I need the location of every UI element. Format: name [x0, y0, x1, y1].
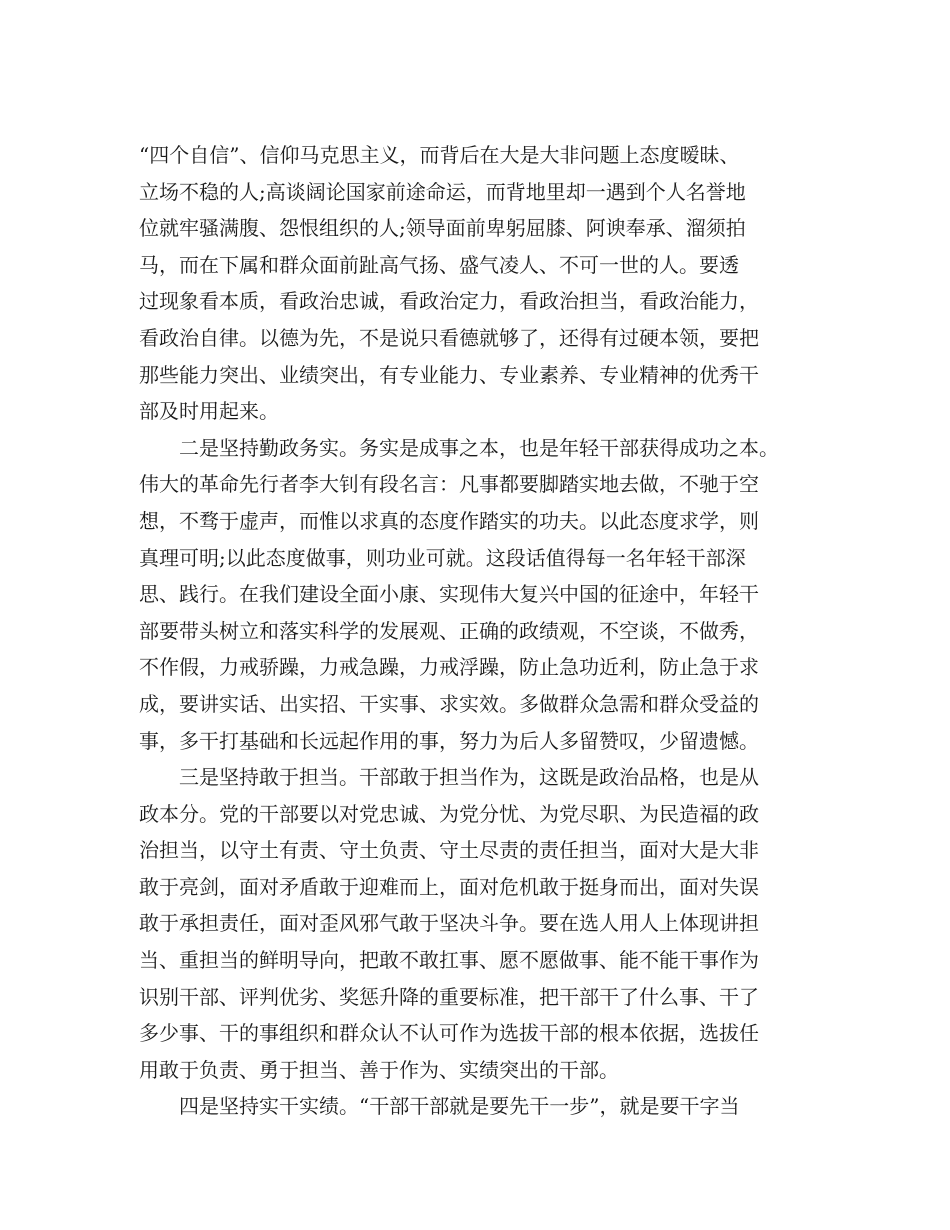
- text-line: 那些能力突出、业绩突出，有专业能力、专业素养、专业精神的优秀干: [139, 362, 759, 387]
- paragraph-3: [139, 759, 819, 1088]
- text-line: 三是坚持敢于担当。干部敢于担当作为，这既是政治品格，也是从: [179, 765, 759, 790]
- document-body: [139, 137, 819, 1125]
- text-line: 多少事、干的事组织和群众认不认可作为选拔干部的根本依据，选拔任: [139, 1021, 759, 1046]
- text-line: 位就牢骚满腹、怨恨组织的人;领导面前卑躬屈膝、阿谀奉承、溜须拍: [139, 216, 746, 241]
- text-line: 敢于承担责任，面对歪风邪气敢于坚决斗争。要在选人用人上体现讲担: [139, 911, 759, 936]
- paragraph-1: [139, 137, 819, 430]
- text-line: 事，多干打基础和长远起作用的事，努力为后人多留赞叹，少留遗憾。: [139, 728, 759, 753]
- text-line: 部及时用起来。: [139, 399, 279, 424]
- text-line: 部要带头树立和落实科学的发展观、正确的政绩观，不空谈，不做秀，: [139, 618, 759, 643]
- text-line: 看政治自律。以德为先，不是说只看德就够了，还得有过硬本领，要把: [139, 325, 759, 350]
- paragraph-4: [139, 1088, 819, 1125]
- text-line: 政本分。党的干部要以对党忠诚、为党分忧、为党尽职、为民造福的政: [139, 801, 759, 826]
- text-line: 识别干部、评判优劣、奖惩升降的重要标准，把干部干了什么事、干了: [139, 984, 759, 1009]
- text-line: 想，不骛于虚声，而惟以求真的态度作踏实的功夫。以此态度求学，则: [139, 508, 759, 533]
- text-line: 四是坚持实干实绩。“干部干部就是要先干一步”，就是要干字当: [179, 1094, 740, 1119]
- text-line: 真理可明;以此态度做事，则功业可就。这段话值得每一名年轻干部深: [139, 545, 746, 570]
- text-line: 不作假，力戒骄躁，力戒急躁，力戒浮躁，防止急功近利，防止急于求: [139, 655, 759, 680]
- text-line: 过现象看本质，看政治忠诚，看政治定力，看政治担当，看政治能力，: [139, 289, 759, 314]
- text-line: 用敢于负责、勇于担当、善于作为、实绩突出的干部。: [139, 1057, 619, 1082]
- text-line: 思、践行。在我们建设全面小康、实现伟大复兴中国的征途中，年轻干: [139, 582, 759, 607]
- text-line: 立场不稳的人;高谈阔论国家前途命运，而背地里却一遇到个人名誉地: [139, 179, 746, 204]
- text-line: 二是坚持勤政务实。务实是成事之本，也是年轻干部获得成功之本。: [179, 435, 779, 460]
- text-line: “四个自信”、信仰马克思主义，而背后在大是大非问题上态度暧昧、: [139, 143, 740, 167]
- text-line: 成，要讲实话、出实招、干实事、求实效。多做群众急需和群众受益的: [139, 691, 759, 716]
- text-line: 伟大的革命先行者李大钊有段名言：凡事都要脚踏实地去做，不驰于空: [139, 472, 759, 497]
- text-line: 当、重担当的鲜明导向，把敢不敢扛事、愿不愿做事、能不能干事作为: [139, 948, 759, 973]
- text-line: 马，而在下属和群众面前趾高气扬、盛气凌人、不可一世的人。要透: [139, 252, 739, 277]
- text-line: 治担当，以守土有责、守土负责、守土尽责的责任担当，面对大是大非: [139, 838, 759, 863]
- paragraph-2: [139, 430, 819, 759]
- text-line: 敢于亮剑，面对矛盾敢于迎难而上，面对危机敢于挺身而出，面对失误: [139, 874, 759, 899]
